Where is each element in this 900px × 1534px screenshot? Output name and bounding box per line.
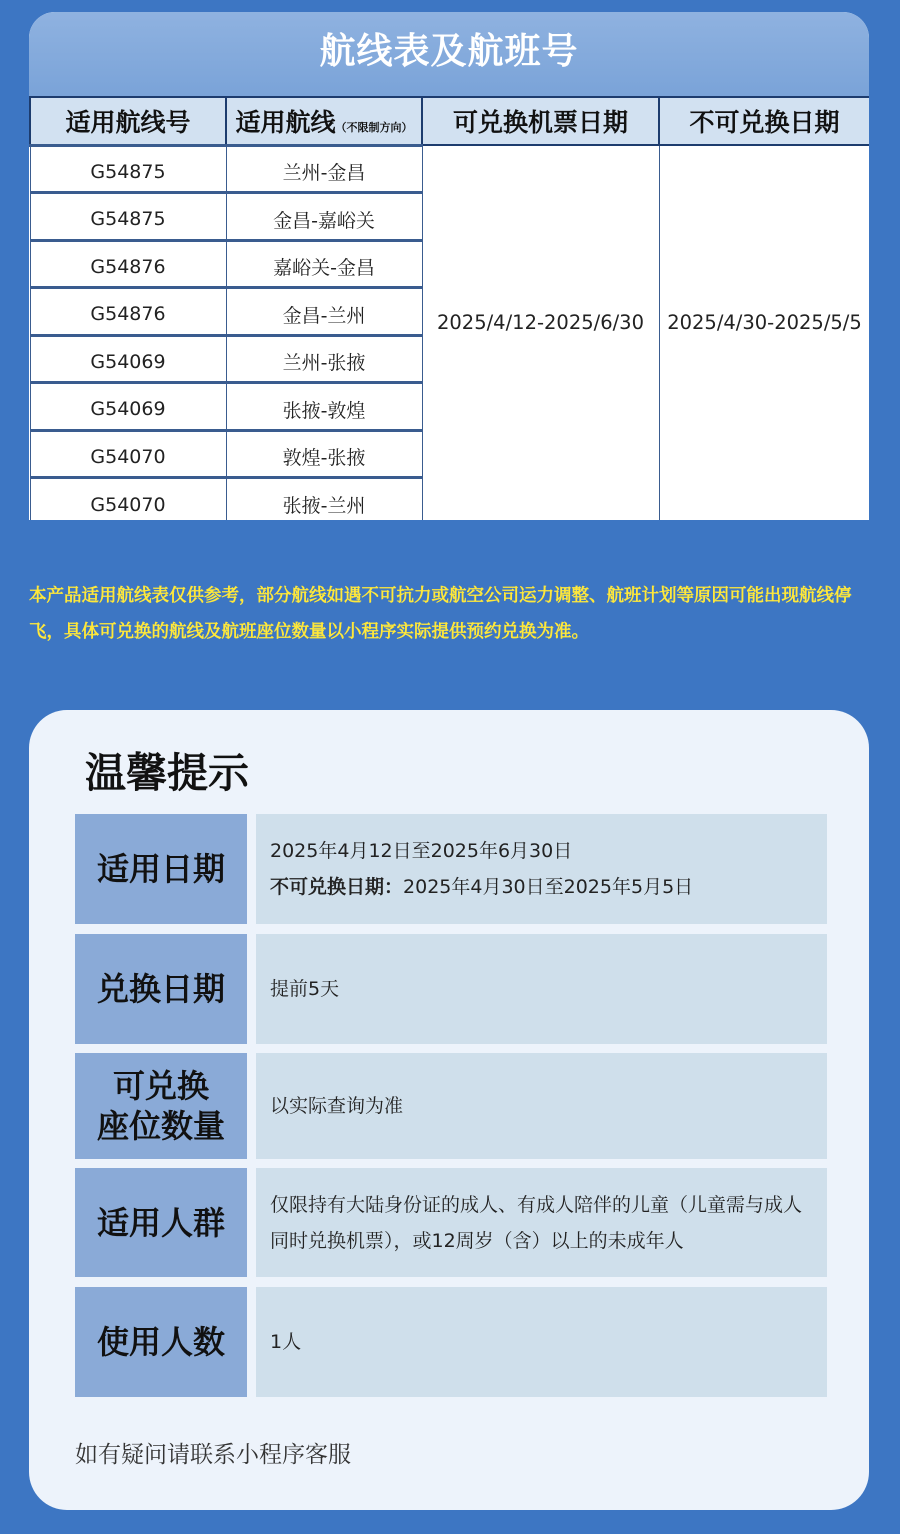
header-blackout-dates: 不可兑换日期 (659, 97, 869, 145)
route-cell: 兰州-张掖 (226, 335, 422, 383)
header-redeem-dates: 可兑换机票日期 (422, 97, 659, 145)
tips-row-seats (75, 1053, 827, 1159)
tips-label: 适用日期 (75, 814, 247, 924)
header-route-label: 适用航线 (235, 107, 336, 137)
route-table-title: 航线表及航班号 (29, 12, 869, 96)
blackout-label: 不可兑换日期： (270, 876, 404, 898)
tips-card (29, 710, 869, 1510)
tips-label: 兑换日期 (75, 934, 247, 1044)
flight-number-cell: G54069 (30, 383, 226, 431)
route-cell: 金昌-兰州 (226, 288, 422, 336)
tips-value: 1人 (256, 1287, 827, 1397)
table-row (30, 145, 869, 193)
customer-service-note: 如有疑问请联系小程序客服 (75, 1442, 351, 1468)
route-cell: 金昌-嘉峪关 (226, 193, 422, 241)
route-notice: 本产品适用航线表仅供参考，部分航线如遇不可抗力或航空公司运力调整、航班计划等原因可能出现航线停飞，具体可兑换的航线及航班座位数量以小程序实际提供预约兑换为准。 (29, 586, 852, 642)
tips-label: 可兑换 座位数量 (75, 1053, 247, 1159)
route-table-header-row (30, 97, 869, 145)
flight-number-cell: G54876 (30, 288, 226, 336)
tips-row-valid-dates (75, 814, 827, 924)
valid-date-range: 2025年4月12日至2025年6月30日 (270, 840, 573, 862)
tips-row-redeem-days (75, 934, 827, 1044)
header-route (226, 97, 422, 145)
tips-value: 仅限持有大陆身份证的成人、有成人陪伴的儿童（儿童需与成人同时兑换机票），或12周岁（含）以上的未成年人 (256, 1168, 827, 1277)
tips-value: 提前5天 (256, 934, 827, 1044)
flight-number-cell: G54875 (30, 193, 226, 241)
flight-number-cell: G54875 (30, 145, 226, 193)
route-cell: 敦煌-张掖 (226, 430, 422, 478)
route-table (29, 96, 869, 520)
route-cell: 兰州-金昌 (226, 145, 422, 193)
tips-label: 适用人群 (75, 1168, 247, 1277)
header-route-note: （不限制方向） (335, 120, 413, 134)
redeem-date-range: 2025/4/12-2025/6/30 (422, 145, 659, 520)
flight-number-cell: G54070 (30, 478, 226, 521)
blackout-line (270, 869, 813, 905)
tips-heading: 温馨提示 (85, 749, 249, 797)
flight-number-cell: G54876 (30, 240, 226, 288)
tips-row-eligible (75, 1168, 827, 1277)
tips-value (256, 814, 827, 924)
flight-number-cell: G54070 (30, 430, 226, 478)
tips-row-users (75, 1287, 827, 1397)
tips-value: 以实际查询为准 (256, 1053, 827, 1159)
tips-label: 使用人数 (75, 1287, 247, 1397)
blackout-range: 2025年4月30日至2025年5月5日 (403, 876, 694, 898)
route-cell: 嘉峪关-金昌 (226, 240, 422, 288)
route-cell: 张掖-敦煌 (226, 383, 422, 431)
header-route-no: 适用航线号 (30, 97, 226, 145)
blackout-date-range: 2025/4/30-2025/5/5 (659, 145, 869, 520)
flight-number-cell: G54069 (30, 335, 226, 383)
route-cell: 张掖-兰州 (226, 478, 422, 521)
route-table-card (29, 12, 869, 520)
